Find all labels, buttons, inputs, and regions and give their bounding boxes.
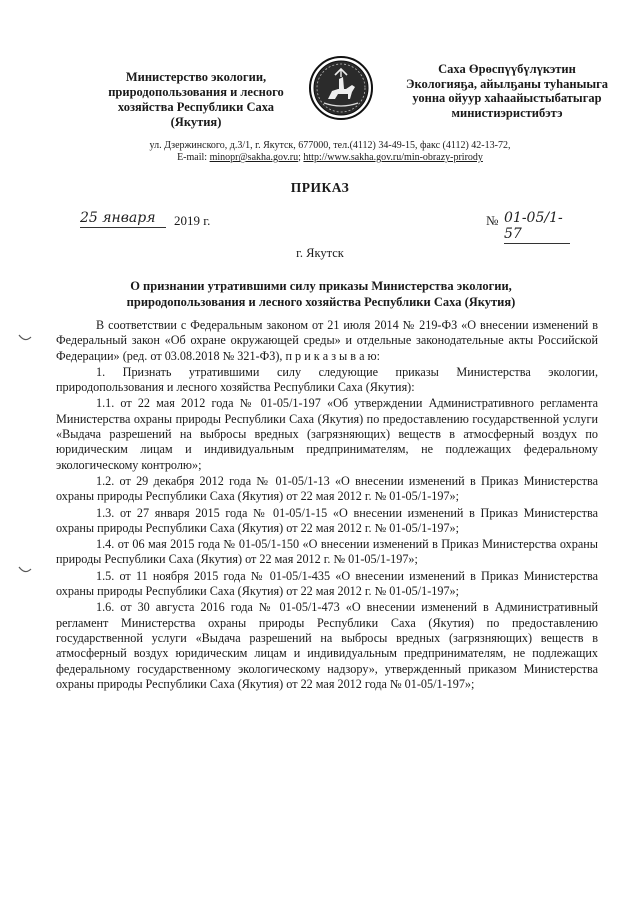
order-number-handwritten: 01-05/1-57	[504, 210, 570, 244]
list-item: 1.4. от 06 мая 2015 года № 01-05/1-150 «О внесении изменений в Приказ Министерства охраны природы Республики Саха (Якутия) от 22 мая 2012 г. № 01-05/1-197»;	[56, 537, 598, 567]
order-date-handwritten: 25 января	[80, 210, 166, 228]
intro-paragraph: В соответствии с Федеральным законом от 21 июля 2014 № 219-ФЗ «О внесении изменений в Федеральный закон «Об охране окружающей среды» и отдельные законодательные акты Российской Федерации» (ред. от 03.08.2018 № 321-ФЗ), п р и к а з ы в а ю:	[56, 318, 598, 363]
order-body	[56, 318, 598, 693]
ministry-name-line: природопользования и лесного	[108, 85, 284, 99]
email-line: E-mail: minopr@sakha.gov.ru; http://www.sakha.gov.ru/min-obrazy-prirody	[177, 152, 483, 163]
ministry-name-line: Министерство экологии,	[125, 70, 267, 84]
subject-line: природопользования и лесного хозяйства Республики Саха (Якутия)	[126, 295, 516, 309]
order-number-sign: №	[486, 213, 499, 228]
punch-hole-mark	[18, 334, 32, 343]
city: г. Якутск	[296, 246, 344, 260]
subject-line: О признании утратившими силу приказы Министерства экологии,	[130, 279, 512, 293]
ministry-name-line: Экологияҕа, айылҕаны туһаныыга	[405, 76, 609, 91]
website-link[interactable]: http://www.sakha.gov.ru/min-obrazy-prirody	[303, 152, 483, 163]
list-item: 1.3. от 27 января 2015 года № 01-05/1-15 «О внесении изменений в Приказ Министерства охраны природы Республики Саха (Якутия) от 22 мая 2012 г. № 01-05/1-197»;	[56, 505, 598, 535]
ministry-name-sakha	[398, 62, 616, 120]
email-label: E-mail:	[177, 152, 208, 163]
coat-of-arms-icon	[308, 55, 374, 121]
ministry-name-ru	[96, 70, 296, 130]
ministry-name-line: министиэристибэтэ	[451, 105, 563, 120]
order-year: 2019 г.	[174, 213, 211, 228]
paragraph-1: 1. Признать утратившими силу следующие приказы Министерства экологии, природопользования и лесного хозяйства Республики Саха (Якутия):	[56, 364, 598, 395]
list-item: 1.2. от 29 декабря 2012 года № 01-05/1-13 «О внесении изменений в Приказ Министерства охраны природы Республики Саха (Якутия) от 22 мая 2012 г. № 01-05/1-197»;	[56, 473, 598, 504]
document-title: ПРИКАЗ	[290, 180, 350, 195]
ministry-name-line: хозяйства Республики Саха (Якутия)	[117, 100, 275, 129]
order-subject	[96, 278, 546, 310]
ministry-name-line: уонна ойуур хаһаайыстыбатыгар	[412, 91, 602, 105]
date-number-line	[80, 210, 563, 242]
address-line: ул. Дзержинского, д.3/1, г. Якутск, 677000, тел.(4112) 34-49-15, факс (4112) 42-13-72,	[149, 140, 511, 151]
email-link[interactable]: minopr@sakha.gov.ru	[209, 152, 299, 163]
list-item: 1.1. от 22 мая 2012 года № 01-05/1-197 «Об утверждении Административного регламента Министерства охраны природы Республики Саха (Якутия) по предоставлению государственной услуги «Выдача разрешений на выбросы вредных (загрязняющих) веществ в атмосферный воздух по юридическим лицам и индивидуальным предпринимателям, не подлежащих федеральному экологическому контролю»;	[56, 396, 598, 472]
contact-info	[120, 140, 540, 164]
punch-hole-mark	[18, 566, 32, 575]
list-item: 1.6. от 30 августа 2016 года № 01-05/1-473 «О внесении изменений в Административный регламент Министерства охраны природы Республики Саха (Якутия) по предоставлению государственной услуги «Выдача разрешений на выбросы вредных (загрязняющих) веществ в атмосферный воздух юридическим лицам и индивидуальным предпринимателям, не подлежащих федеральному государственному экологическому надзору», утвержденный приказом Министерства охраны природы Республики Саха (Якутия) от 22 мая 2012 года № 01-05/1-197»;	[56, 600, 598, 691]
list-item: 1.5. от 11 ноября 2015 года № 01-05/1-435 «О внесении изменений в Приказ Министерства охраны природы Республики Саха (Якутия) от 22 мая 2012 г. № 01-05/1-197»;	[56, 568, 598, 599]
ministry-name-line: Саха Өрөспүүбүлүкэтин	[438, 62, 576, 76]
